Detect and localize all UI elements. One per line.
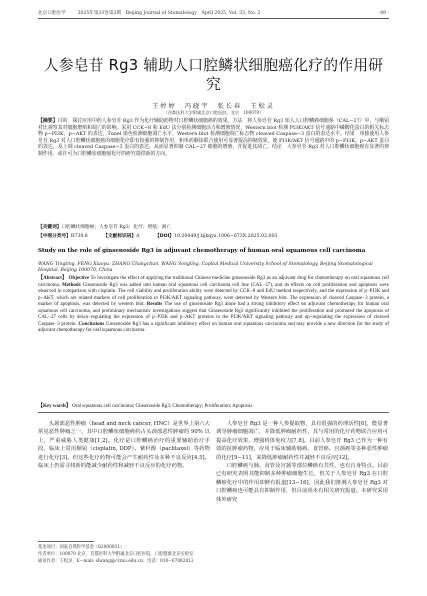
journal-name: 北京口腔医学: [38, 11, 66, 16]
body-column-right: [216, 420, 388, 504]
doi-label: 【DOI】: [155, 234, 174, 239]
page-number: · 89 ·: [377, 11, 389, 16]
footnote-author-unit: 作者单位：100070 北京，首都医科大学附属北京口腔医院，口腔健康北京实验室: [38, 552, 194, 557]
methods-text: Ginsenoside Rg3 was added into human oral squamous cell carcinoma cell line (CAL−27), and its effects on cell proliferation and apoptosis were observed in comparison with cisplatin. The cell viability and proliferation ability were detected by CCK−8 and EdU method respectively, and the expression of p−PI3K and p−AKT, which are related markers of cell proliferation in PI3K/AKT signaling pathway, were detected by Western blot. The expression of cleaved Caspase−3 protein, a marker of apoptosis, was detected by western blot.: [38, 282, 390, 308]
methods-label: Methods: [62, 282, 81, 288]
body-paragraph-right-1: 人参皂苷 Rg3 是一种人参提取物，具有很强的药理活性[6]，能显著诱导肿瘤细胞凋亡，并降低肿瘤耐药性，其与常用的化疗药物联合应用可提高化疗效果，增强机体免疫力[7,8]。目前人参皂苷 Rg3 已作为一种有效的抗肿瘤药物，应用于临床辅助肺癌、食管癌、宫颈癌等多种恶性肿瘤的化疗[9−11]，来降低肿瘤耐药性并减轻不良反应[12]。: [216, 421, 388, 461]
doc-code-value: A: [136, 234, 140, 239]
body-paragraph-right-2: 口腔鳞癌与肺、食管及宫颈等部位鳞癌有共性，也有自身特点。目前已有研究表明其能抑制多种肿瘤细胞生长，但关于人参皂苷 Rg3 在口腔鳞癌化疗中的作用却鲜有报道[13−16]，因此我们推测人参皂苷 Rg3 对口腔鳞癌也可能具有抑制作用，但目前尚未有相关研究报道。本研究采用体外研究: [216, 463, 388, 503]
footnote-fund: 基金项目：国家自然科学基金（82000831）: [38, 545, 125, 550]
objective-text: To investigate the effect of applying the traditional Chinese medicine ginsenoside Rg3 as an adjuvant drug for chemotherapy on oral squamous cell carcinoma.: [38, 276, 390, 288]
footnote-divider: [38, 541, 94, 542]
abstract-cn-label: 【摘要】: [38, 118, 58, 124]
doc-code-label: 【文献标识码】: [103, 234, 137, 239]
authors-cn: 王婷婷 冯晓宇 张长春 王松灵: [152, 103, 275, 110]
footnote-corresponding: 通讯作者：王松灵，E−mail: slwang@ccmu.edu.cn；电话：010−67062012: [38, 559, 194, 564]
abstract-en: [38, 276, 389, 335]
keywords-cn: [38, 224, 389, 230]
section-divider: [38, 412, 389, 413]
issue-info: 2025年第33卷第2期 Beijing Journal of Stomatology April 2025, Vol. 33, No. 2: [77, 11, 261, 16]
authors-en: WANG Tingting, FENG Xiaoyu, ZHANG Changchun, WANG Songling. Capital Medical University School of Stomatology, Beijing Stomatological Hospital, Beijing 100070, China: [38, 262, 373, 273]
abstract-en-label: 【Abstract】: [38, 276, 68, 281]
conclusions-text: Ginsenoside Rg3 has a significant inhibitory effect on human oral squamous carcinoma and may provide a new direction for the study of adjuvant chemotherapy for oral squamous carcinoma.: [38, 321, 390, 334]
keywords-en-text: Oral squamous cell carcinoma; Ginsenoside Rg3; Chemotherapy; Proliferation; Apoptosis: [72, 404, 253, 409]
keywords-en: [38, 402, 389, 409]
conclusions-label: Conclusions: [78, 321, 105, 327]
doi-value: 10.20049/j.bjkqyx.1006−673X.2025.02.003: [174, 234, 278, 239]
results-text: The use of ginsenoside Rg3 alone had a strong inhibitory effect on adjuvant chemotherapy for human oral squamous cell carcinoma, and preliminary mechanistic investigations suggest that Ginsenoside Rg3 significantly inhibited the proliferation and promoted the apoptosis of CAL−27 cells by down−regulating the expression of p−PI3K and p−AKT proteins in the PI3K/AKT signaling pathway and up−regulating the expression of cleaved Caspase−3 protein.: [38, 302, 389, 327]
body-paragraph-left: 头颈部恶性肿瘤（head and neck cancer, HNC）是世界上第六大常见恶性肿瘤之一，其中口腔鳞状细胞癌约占头颈部恶性肿瘤的 90% 以上，严重威胁人类健康[1,2]。化疗是口腔鳞癌治疗的重要辅助治疗手段，临床上常用顺铂（cisplatin, DDP）、紫杉醇（paclitaxel）等药物进行化疗[3]，但这些化疗药物可能会产生耐药性及多种不良反应[4,5]。临床上仍需寻找新的能减少耐药性和减轻不良反应的化疗药物。: [38, 421, 210, 470]
clc-value: R739.8: [70, 234, 88, 239]
footnote: [38, 544, 210, 565]
affiliation-cn: （首都医科大学附属北京口腔医院，北京 100070）: [163, 110, 264, 115]
running-header: [38, 6, 389, 19]
article-title-cn: 人参皂苷 Rg3 辅助人口腔鳞状细胞癌化疗的作用研究: [43, 57, 384, 93]
keywords-en-label: 【Key words】: [38, 404, 71, 409]
classification-line: [38, 233, 389, 239]
results-label: Results: [146, 302, 163, 308]
abstract-cn-text: 目的 探讨应用中药人参皂苷 Rg3 作为化疗辅助药物对口腔鳞状细胞癌的效果。方法 将人参皂苷 Rg3 加入人口腔鳞癌细胞系（CAL−27）中，与顺铂对比观察其对细胞增殖和凋亡的影响。采用 CCK−8 和 EdU 法分别检测细胞活力和增殖情况，Western blot 检测 PI3K/AKT 信号通路中磷酸化蛋白的相关标志物 p−PI3K、p−AKT 的表达，Tunel 染色检测细胞凋亡水平，Western blot 检测细胞凋亡标志物 cleaved Caspase−3 蛋白的表达水平。结果 单独使用人参皂苷 Rg3 对人口腔鳞状细胞癌的细胞化疗即有较强的抑制作用，和单药顺铂联合使用可显著提高抑制效果，使 PI3K/AKT 信号通路中的 p−PI3K、p−AKT 蛋白的表达，及上调 cleaved Caspase−3 蛋白的表达，从而显著抑制 CAL−27 细胞的增殖，并促进其凋亡。结论 人参皂苷 Rg3 对人口腔鳞状细胞癌有显著的抑制作用，或许可为口腔鳞状细胞癌化疗的研究提供新的方向。: [38, 118, 389, 157]
article-title-en: Study on the role of ginsenoside Rg3 in adjuvant chemotherapy of human oral squamous cell carcinoma: [38, 248, 366, 254]
keywords-cn-label: 【关键词】: [38, 225, 62, 230]
keywords-cn-text: 口腔鳞状细胞癌；人参皂苷 Rg3；化疗；增殖；凋亡: [61, 225, 171, 230]
abstract-cn: [38, 118, 389, 158]
objective-label: Objective: [68, 276, 90, 281]
clc-label: 【中图分类号】: [38, 234, 71, 239]
